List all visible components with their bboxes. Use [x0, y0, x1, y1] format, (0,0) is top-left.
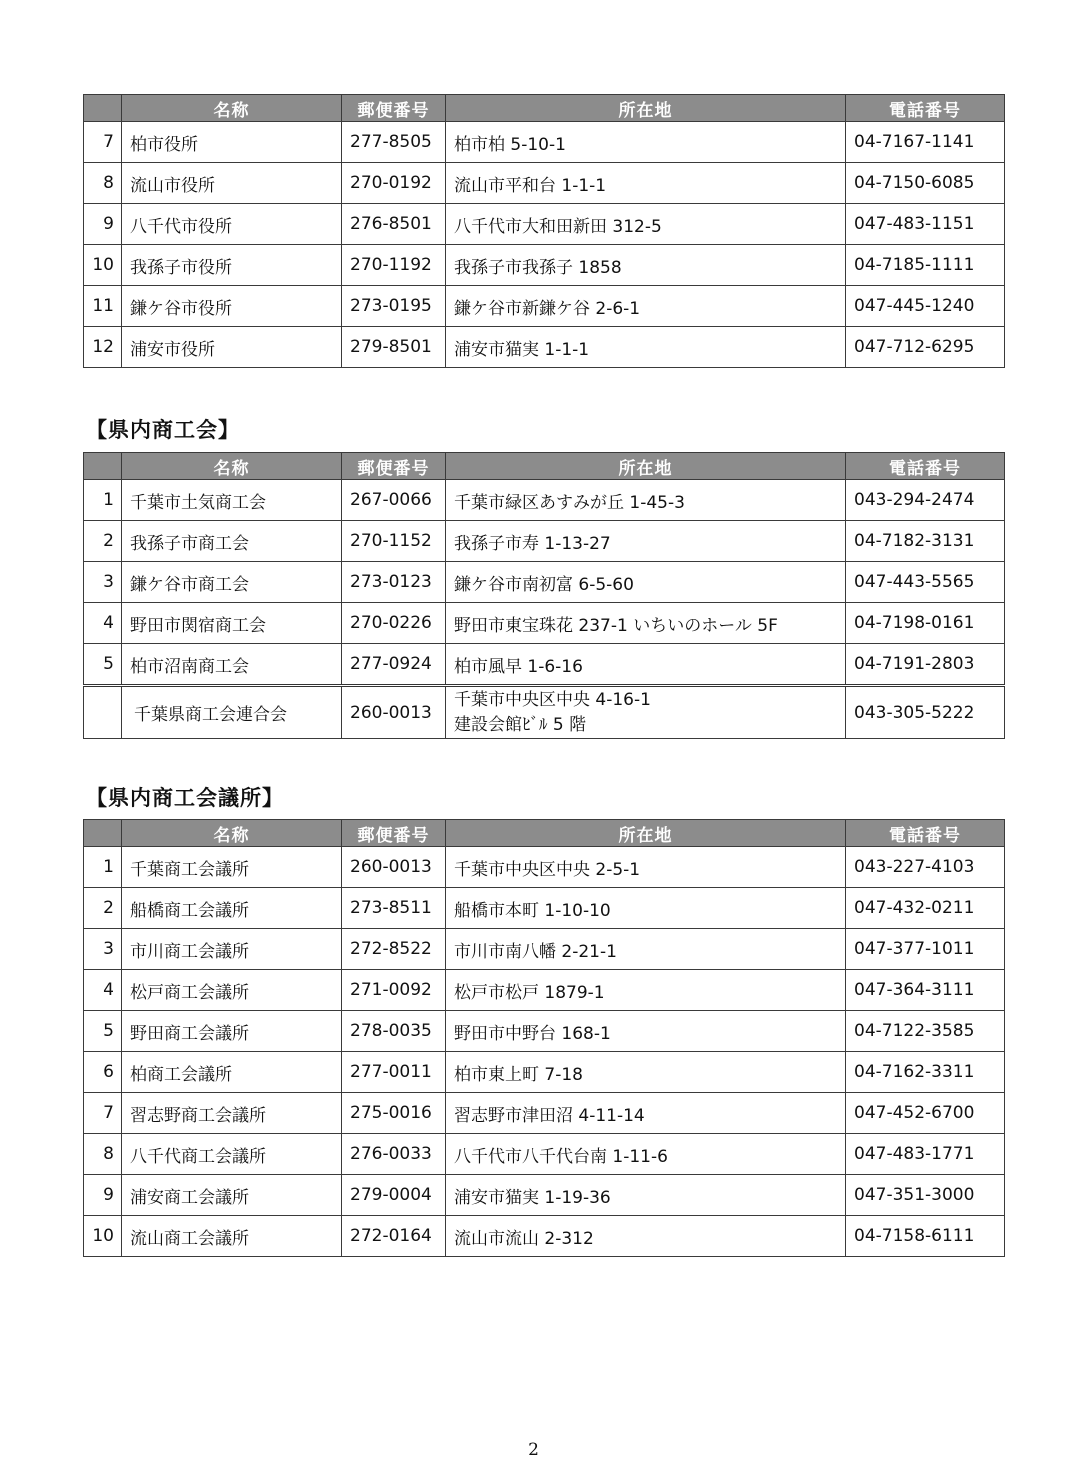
row-number: 11 [84, 286, 122, 327]
row-number [84, 686, 122, 739]
row-number: 8 [84, 1134, 122, 1175]
row-number: 2 [84, 888, 122, 929]
header-number [84, 820, 122, 847]
federation-address [446, 686, 846, 739]
section-title-shokokai: 【県内商工会】 [86, 418, 240, 442]
table-row [84, 603, 1005, 644]
row-name: 流山商工会議所 [122, 1216, 342, 1257]
row-address: 市川市南八幡 2-21-1 [446, 929, 846, 970]
row-phone: 047-483-1151 [846, 204, 1005, 245]
row-name: 鎌ケ谷市役所 [122, 286, 342, 327]
row-name: 浦安商工会議所 [122, 1175, 342, 1216]
header-name: 名称 [122, 820, 342, 847]
header-phone: 電話番号 [846, 453, 1005, 480]
row-name: 柏市沼南商工会 [122, 644, 342, 686]
row-postal: 272-0164 [342, 1216, 446, 1257]
table-row [84, 1134, 1005, 1175]
row-phone: 04-7185-1111 [846, 245, 1005, 286]
federation-postal: 260-0013 [342, 686, 446, 739]
table-row [84, 888, 1005, 929]
table-row [84, 245, 1005, 286]
row-postal: 267-0066 [342, 480, 446, 521]
row-number: 5 [84, 644, 122, 686]
header-number [84, 453, 122, 480]
row-phone: 047-452-6700 [846, 1093, 1005, 1134]
table-row [84, 970, 1005, 1011]
table-row [84, 327, 1005, 368]
row-number: 9 [84, 204, 122, 245]
row-address: 習志野市津田沼 4-11-14 [446, 1093, 846, 1134]
table-row [84, 1011, 1005, 1052]
federation-row [84, 686, 1005, 739]
header-name: 名称 [122, 453, 342, 480]
row-phone: 04-7167-1141 [846, 122, 1005, 163]
table-row [84, 847, 1005, 888]
row-name: 八千代商工会議所 [122, 1134, 342, 1175]
row-phone: 04-7182-3131 [846, 521, 1005, 562]
header-address: 所在地 [446, 820, 846, 847]
row-phone: 04-7150-6085 [846, 163, 1005, 204]
table-row [84, 562, 1005, 603]
row-name: 千葉商工会議所 [122, 847, 342, 888]
header-phone: 電話番号 [846, 820, 1005, 847]
row-name: 浦安市役所 [122, 327, 342, 368]
row-phone: 04-7191-2803 [846, 644, 1005, 686]
table-row [84, 480, 1005, 521]
row-phone: 047-351-3000 [846, 1175, 1005, 1216]
row-address: 松戸市松戸 1879-1 [446, 970, 846, 1011]
row-postal: 277-0924 [342, 644, 446, 686]
table-row [84, 929, 1005, 970]
row-address: 浦安市猫実 1-1-1 [446, 327, 846, 368]
row-address: 千葉市中央区中央 2-5-1 [446, 847, 846, 888]
row-address: 鎌ケ谷市南初富 6-5-60 [446, 562, 846, 603]
row-name: 船橋商工会議所 [122, 888, 342, 929]
row-number: 4 [84, 970, 122, 1011]
row-address: 我孫子市寿 1-13-27 [446, 521, 846, 562]
row-phone: 043-294-2474 [846, 480, 1005, 521]
row-postal: 276-0033 [342, 1134, 446, 1175]
federation-phone: 043-305-5222 [846, 686, 1005, 739]
table-row [84, 286, 1005, 327]
row-address: 流山市平和台 1-1-1 [446, 163, 846, 204]
row-name: 鎌ケ谷市商工会 [122, 562, 342, 603]
table-row [84, 644, 1005, 686]
table-header [84, 95, 1005, 122]
row-postal: 270-1152 [342, 521, 446, 562]
row-number: 7 [84, 1093, 122, 1134]
row-phone: 047-364-3111 [846, 970, 1005, 1011]
row-address: 流山市流山 2-312 [446, 1216, 846, 1257]
row-postal: 275-0016 [342, 1093, 446, 1134]
row-postal: 260-0013 [342, 847, 446, 888]
row-postal: 276-8501 [342, 204, 446, 245]
table-row [84, 1175, 1005, 1216]
header-number [84, 95, 122, 122]
row-phone: 047-445-1240 [846, 286, 1005, 327]
row-phone: 04-7158-6111 [846, 1216, 1005, 1257]
row-postal: 272-8522 [342, 929, 446, 970]
row-number: 1 [84, 847, 122, 888]
kaigisho-rows [84, 847, 1005, 1257]
row-address: 野田市中野台 168-1 [446, 1011, 846, 1052]
row-number: 2 [84, 521, 122, 562]
row-postal: 279-0004 [342, 1175, 446, 1216]
row-number: 3 [84, 929, 122, 970]
kaigisho-table [83, 819, 1005, 1257]
row-number: 4 [84, 603, 122, 644]
row-name: 習志野商工会議所 [122, 1093, 342, 1134]
row-phone: 047-483-1771 [846, 1134, 1005, 1175]
row-phone: 04-7162-3311 [846, 1052, 1005, 1093]
row-name: 千葉市土気商工会 [122, 480, 342, 521]
row-address: 船橋市本町 1-10-10 [446, 888, 846, 929]
federation-name: 千葉県商工会連合会 [122, 686, 342, 739]
row-name: 松戸商工会議所 [122, 970, 342, 1011]
row-name: 野田市関宿商工会 [122, 603, 342, 644]
row-postal: 271-0092 [342, 970, 446, 1011]
table-header [84, 453, 1005, 480]
row-phone: 047-443-5565 [846, 562, 1005, 603]
row-number: 12 [84, 327, 122, 368]
table-header [84, 820, 1005, 847]
table-row [84, 521, 1005, 562]
row-number: 5 [84, 1011, 122, 1052]
header-name: 名称 [122, 95, 342, 122]
table-row [84, 204, 1005, 245]
row-phone: 047-432-0211 [846, 888, 1005, 929]
section-title-kaigisho: 【県内商工会議所】 [86, 786, 284, 810]
row-number: 10 [84, 245, 122, 286]
city-office-rows [84, 122, 1005, 368]
header-address: 所在地 [446, 95, 846, 122]
row-name: 我孫子市商工会 [122, 521, 342, 562]
row-name: 市川商工会議所 [122, 929, 342, 970]
row-phone: 047-377-1011 [846, 929, 1005, 970]
header-postal: 郵便番号 [342, 453, 446, 480]
federation-address-line2: 建設会館ﾋﾞﾙ 5 階 [454, 714, 587, 735]
row-name: 野田商工会議所 [122, 1011, 342, 1052]
row-number: 3 [84, 562, 122, 603]
row-address: 八千代市八千代台南 1-11-6 [446, 1134, 846, 1175]
row-number: 1 [84, 480, 122, 521]
row-postal: 270-0192 [342, 163, 446, 204]
row-number: 6 [84, 1052, 122, 1093]
row-address: 浦安市猫実 1-19-36 [446, 1175, 846, 1216]
row-number: 9 [84, 1175, 122, 1216]
row-number: 7 [84, 122, 122, 163]
row-phone: 047-712-6295 [846, 327, 1005, 368]
row-postal: 273-0123 [342, 562, 446, 603]
header-postal: 郵便番号 [342, 820, 446, 847]
row-name: 流山市役所 [122, 163, 342, 204]
row-postal: 270-1192 [342, 245, 446, 286]
row-phone: 04-7198-0161 [846, 603, 1005, 644]
row-address: 我孫子市我孫子 1858 [446, 245, 846, 286]
row-address: 野田市東宝珠花 237-1 いちいのホール 5F [446, 603, 846, 644]
table-row [84, 163, 1005, 204]
row-postal: 273-8511 [342, 888, 446, 929]
table-row [84, 1216, 1005, 1257]
row-postal: 270-0226 [342, 603, 446, 644]
row-address: 柏市柏 5-10-1 [446, 122, 846, 163]
row-address: 柏市風早 1-6-16 [446, 644, 846, 686]
row-postal: 279-8501 [342, 327, 446, 368]
row-name: 八千代市役所 [122, 204, 342, 245]
row-name: 我孫子市役所 [122, 245, 342, 286]
row-phone: 043-227-4103 [846, 847, 1005, 888]
header-phone: 電話番号 [846, 95, 1005, 122]
row-postal: 277-0011 [342, 1052, 446, 1093]
row-address: 柏市東上町 7-18 [446, 1052, 846, 1093]
table-row [84, 122, 1005, 163]
row-phone: 04-7122-3585 [846, 1011, 1005, 1052]
row-address: 八千代市大和田新田 312-5 [446, 204, 846, 245]
row-address: 千葉市緑区あすみが丘 1-45-3 [446, 480, 846, 521]
row-address: 鎌ケ谷市新鎌ケ谷 2-6-1 [446, 286, 846, 327]
row-postal: 277-8505 [342, 122, 446, 163]
shokokai-rows [84, 480, 1005, 686]
row-postal: 273-0195 [342, 286, 446, 327]
row-name: 柏市役所 [122, 122, 342, 163]
table-row [84, 1052, 1005, 1093]
row-number: 10 [84, 1216, 122, 1257]
row-postal: 278-0035 [342, 1011, 446, 1052]
shokokai-table [83, 452, 1005, 739]
row-name: 柏商工会議所 [122, 1052, 342, 1093]
page-number: 2 [528, 1440, 539, 1460]
row-number: 8 [84, 163, 122, 204]
city-office-table [83, 94, 1005, 368]
federation-address-line1: 千葉市中央区中央 4-16-1 [454, 689, 651, 710]
table-row [84, 1093, 1005, 1134]
header-address: 所在地 [446, 453, 846, 480]
header-postal: 郵便番号 [342, 95, 446, 122]
